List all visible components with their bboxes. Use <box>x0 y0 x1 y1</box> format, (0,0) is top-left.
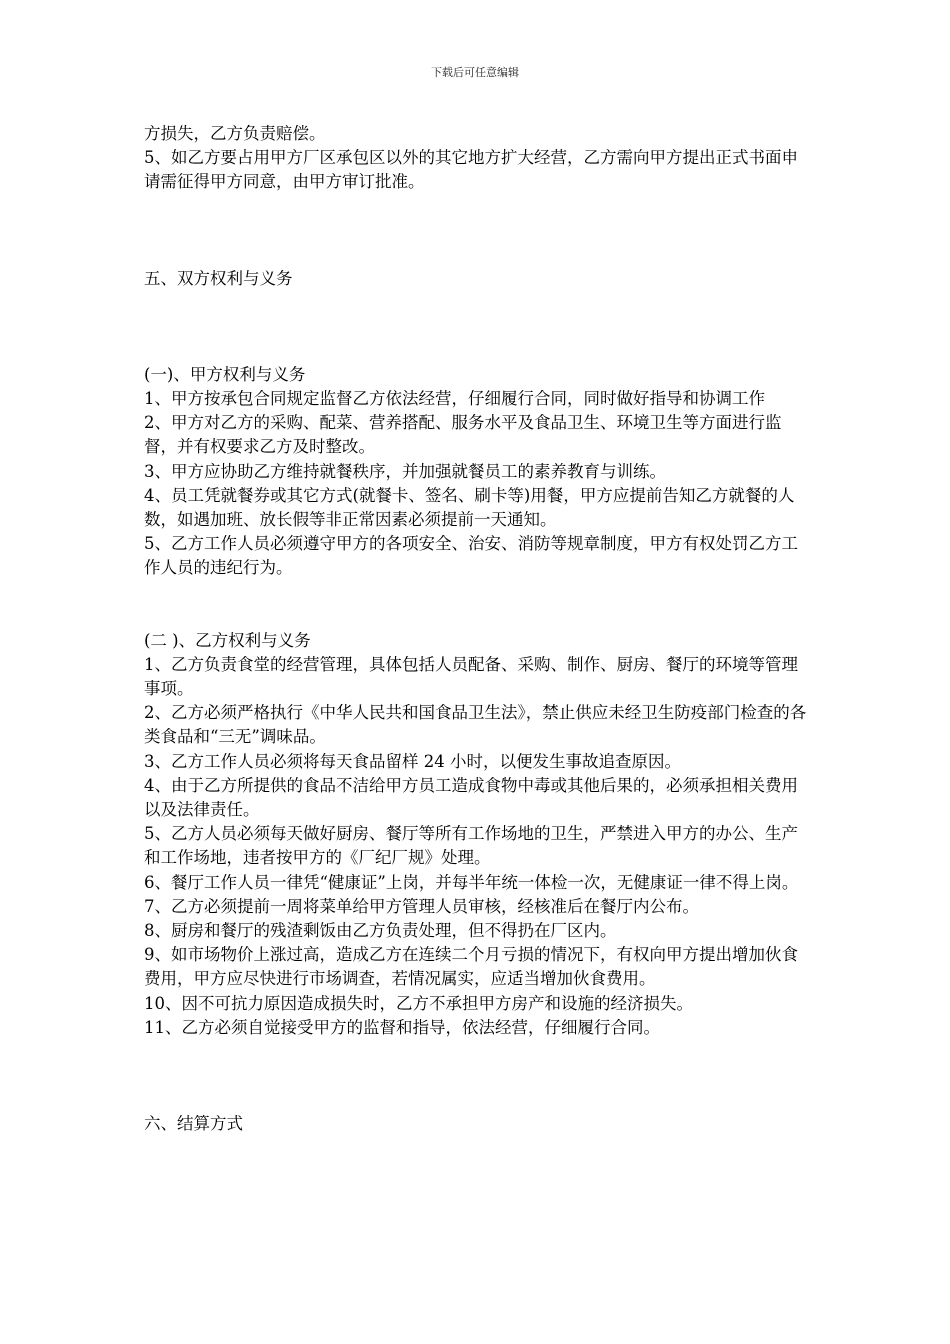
list-item: 7、乙方必须提前一周将菜单给甲方管理人员审核，经核准后在餐厅内公布。 <box>144 896 699 916</box>
list-item: 2、乙方必须严格执行《中华人民共和国食品卫生法》，禁止供应未经卫生防疫部门检查的各类食品和“三无”调味品。 <box>144 703 807 747</box>
section-heading-5: 五、双方权利与义务 <box>144 268 293 288</box>
list-item: 11、乙方必须自觉接受甲方的监督和指导，依法经营，仔细履行合同。 <box>144 1017 660 1037</box>
spacer <box>144 581 808 629</box>
section-heading-6: 六、结算方式 <box>144 1114 243 1134</box>
list-item: 9、如市场物价上涨过高，造成乙方在连续二个月亏损的情况下，有权向甲方提出增加伙食费用，甲方应尽快进行市场调查，若情况属实，应适当增加伙食费用。 <box>144 945 798 989</box>
subsection-heading-party-b: (二 )、乙方权利与义务 <box>144 630 311 650</box>
list-item: 6、餐厅工作人员一律凭“健康证”上岗，并每半年统一体检一次，无健康证一律不得上岗。 <box>144 872 799 892</box>
paragraph: 方损失，乙方负责赔偿。 <box>144 124 326 143</box>
list-item: 5、乙方工作人员必须遵守甲方的各项安全、治安、消防等规章制度，甲方有权处罚乙方工作人员的违纪行为。 <box>144 534 798 578</box>
list-item: 8、厨房和餐厅的残渣剩饭由乙方负责处理，但不得扔在厂区内。 <box>144 921 617 941</box>
list-item: 5、乙方人员必须每天做好厨房、餐厅等所有工作场地的卫生，严禁进入甲方的办公、生产和工作场地，违者按甲方的《厂纪厂规》处理。 <box>144 824 798 868</box>
list-item: 4、员工凭就餐券或其它方式(就餐卡、签名、刷卡等)用餐，甲方应提前告知乙方就餐的人数，如遇加班、放长假等非正常因素必须提前一天通知。 <box>144 485 795 530</box>
spacer <box>144 1040 808 1112</box>
subsection-heading-party-a: (一)、甲方权利与义务 <box>144 364 306 384</box>
document-body <box>144 122 808 1136</box>
list-item: 3、甲方应协助乙方维持就餐秩序，并加强就餐员工的素养教育与训练。 <box>144 461 666 481</box>
page-header: 下载后可任意编辑 <box>431 66 519 79</box>
list-item: 1、甲方按承包合同规定监督乙方依法经营，仔细履行合同，同时做好指导和协调工作 <box>144 389 765 409</box>
paragraph: 5、如乙方要占用甲方厂区承包区以外的其它地方扩大经营，乙方需向甲方提出正式书面申请需征得甲方同意，由甲方审订批准。 <box>144 148 798 192</box>
list-item: 10、因不可抗力原因造成损失时，乙方不承担甲方房产和设施的经济损失。 <box>144 993 693 1013</box>
list-item: 1、乙方负责食堂的经营管理，具体包括人员配备、采购、制作、厨房、餐厅的环境等管理事项。 <box>144 654 798 699</box>
list-item: 3、乙方工作人员必须将每天食品留样 24 小时，以便发生事故追查原因。 <box>144 751 681 771</box>
list-item: 4、由于乙方所提供的食品不洁给甲方员工造成食物中毒或其他后果的，必须承担相关费用以及法律责任。 <box>144 775 798 820</box>
spacer <box>144 291 808 363</box>
spacer <box>144 195 808 267</box>
list-item: 2、甲方对乙方的采购、配菜、营养搭配、服务水平及食品卫生、环境卫生等方面进行监督，并有权要求乙方及时整改。 <box>144 413 782 457</box>
